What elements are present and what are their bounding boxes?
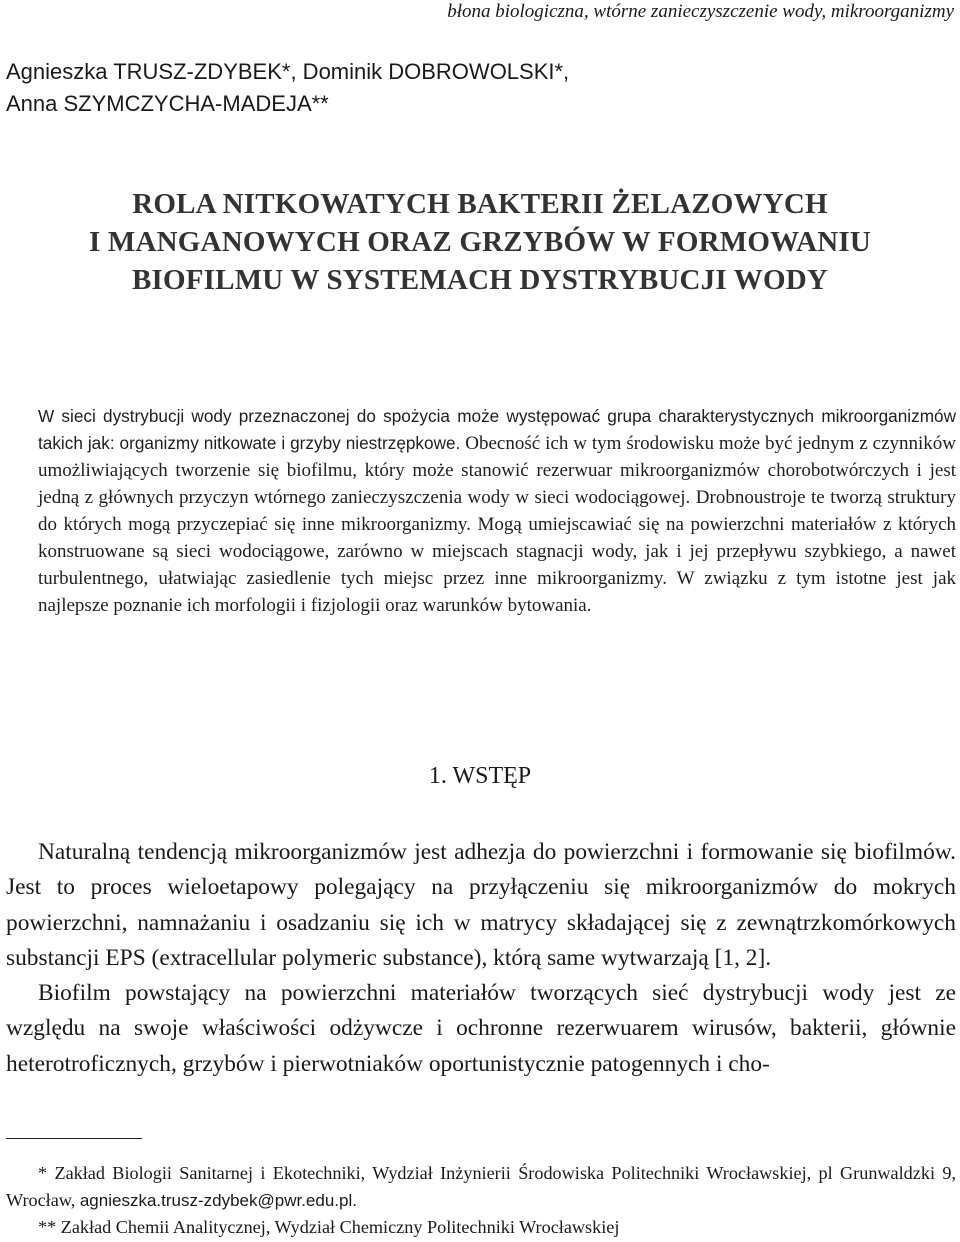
footnote-divider <box>6 1138 142 1139</box>
body-paragraph-2: Biofilm powstający na powierzchni materiałów tworzących sieć dystrybucji wody jest ze względu na swoje właściwości odżywcze i ochronne rezerwuarem wirusów, bakterii, głównie heterotroficznych, grzybów i pierwotniaków oportunistycznie patogennych i cho- <box>6 980 956 1077</box>
authors-block <box>6 56 569 120</box>
authors-line-1: Agnieszka TRUSZ-ZDYBEK*, Dominik DOBROWOLSKI*, <box>6 59 570 84</box>
footnote-2: ** Zakład Chemii Analitycznej, Wydział Chemiczny Politechniki Wrocławskiej <box>38 1217 620 1237</box>
title-line-3: BIOFILMU W SYSTEMACH DYSTRYBUCJI WODY <box>131 264 829 296</box>
title-line-2: I MANGANOWYCH ORAZ GRZYBÓW W FORMOWANIU <box>89 226 871 258</box>
footnotes <box>6 1160 956 1241</box>
footnote-1 <box>6 1160 956 1214</box>
header-keywords: błona biologiczna, wtórne zanieczyszczenie wody, mikroorganizmy <box>447 1 954 22</box>
title-line-1: ROLA NITKOWATYCH BAKTERII ŻELAZOWYCH <box>132 188 828 220</box>
body-paragraph-1: Naturalną tendencją mikroorganizmów jest adhezja do powierzchni i formowanie się biofilmów. Jest to proces wieloetapowy polegający na przyłączeniu się mikroorganizmów do mokrych powierzchni, namnażaniu i osadzaniu się ich w matrycy składającej się z zewnątrzkomórkowych substancji EPS (extracellular polymeric substance), którą same wytwarzają [1, 2]. <box>6 839 956 971</box>
abstract-part-2: Obecność ich w tym środowisku może być jednym z czynników umożliwiających tworzenie się biofilmu, który może stanowić rezerwuar mikroorganizmów chorobotwórczych i jest jedną z głównych przyczyn wtórnego zanieczyszczenia wody w sieci wodociągowej. Drobnoustroje te tworzą struktury do których mogą przyczepiać się inne mikroorganizmy. Mogą umiejscawiać się na powierzchni materiałów z których konstruowane są sieci wodociągowe, zarówno w miejscach stagnacji wody, jak i jej przepływu szybkiego, a nawet turbulentnego, ułatwiając zasiedlenie tych miejsc przez inne mikroorganizmy. W związku z tym istotne jest jak najlepsze poznanie ich morfologii i fizjologii oraz warunków bytowania. <box>38 433 956 616</box>
section-heading: 1. WSTĘP <box>428 763 532 789</box>
authors-line-2: Anna SZYMCZYCHA-MADEJA** <box>6 91 329 116</box>
paper-title <box>0 185 960 299</box>
footnote-1-email[interactable]: agnieszka.trusz-zdybek@pwr.edu.pl. <box>79 1191 357 1210</box>
abstract-part-1: W sieci dystrybucji wody przeznaczonej do spożycia może występować grupa charakterystycznych mikroorganizmów takich jak: organizmy nitkowate i grzyby niestrzępkowe. <box>38 406 956 453</box>
abstract <box>38 403 956 619</box>
body-text <box>6 835 956 1082</box>
footnote-1-text: * Zakład Biologii Sanitarnej i Ekotechniki, Wydział Inżynierii Środowiska Politechniki Wrocławskiej, pl Grunwaldzki 9, Wrocław, <box>6 1163 956 1210</box>
